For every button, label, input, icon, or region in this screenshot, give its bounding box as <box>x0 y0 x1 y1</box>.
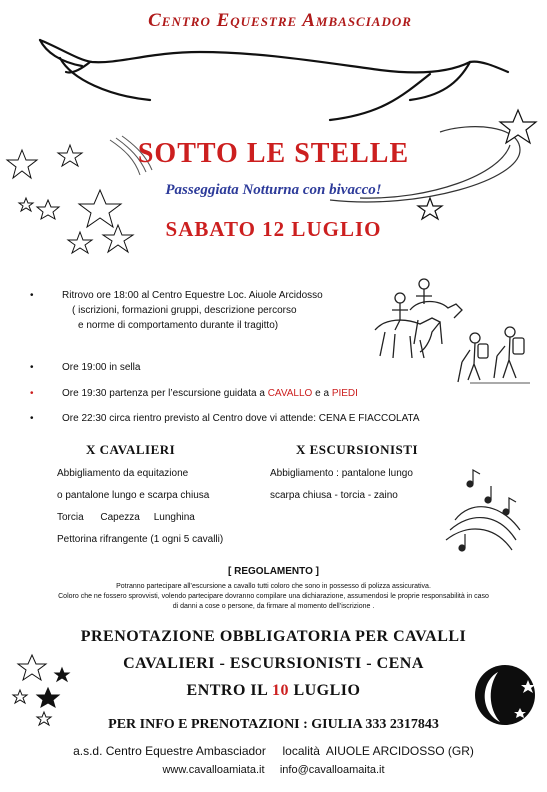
bullet-icon: • <box>30 413 34 424</box>
escursionisti-line: Abbigliamento : pantalone lungo <box>270 468 413 479</box>
booking-deadline-suffix: LUGLIO <box>288 682 361 699</box>
booking-deadline-prefix: ENTRO IL <box>186 682 272 699</box>
escursionisti-heading: X ESCURSIONISTI <box>296 442 419 457</box>
event-title: SOTTO LE STELLE <box>137 138 410 169</box>
email-link[interactable]: info@cavalloamaita.it <box>279 764 385 776</box>
schedule-line: ( iscrizioni, formazioni gruppi, descrizione percorso <box>72 305 297 316</box>
schedule-line: Ore 19:30 partenza per l’escursione guidata a <box>62 388 268 399</box>
booking-deadline <box>60 682 487 700</box>
highlight-piedi: PIEDI <box>331 388 358 399</box>
schedule-line: Ore 22:30 circa rientro previsto al Centro dove vi attende: CENA E FIACCOLATA <box>62 413 420 424</box>
bullet-icon: • <box>30 290 34 301</box>
cavalieri-heading: X CAVALIERI <box>86 442 176 457</box>
website-link[interactable]: www.cavalloamiata.it <box>162 764 265 776</box>
schedule-line: e norme di comportamento durante il tragitto) <box>78 320 279 331</box>
regolamento-line: di danni a cose o persone, da firmare al momento dell’iscrizione . <box>172 603 375 610</box>
cavalieri-line: Abbigliamento da equitazione <box>57 468 189 479</box>
bullet-icon: • <box>30 362 34 373</box>
cavalieri-line: Torcia Capezza Lunghina <box>57 512 195 523</box>
regolamento-line: Coloro che ne fossero sprovvisti, volendo partecipare dovranno compilare una dichiarazione, assumendosi le proprie responsabilità in caso <box>58 593 489 600</box>
escursionisti-line: scarpa chiusa - torcia - zaino <box>270 490 398 501</box>
riders-illustration-icon <box>375 279 462 358</box>
schedule-line: Ritrovo ore 18:00 al Centro Equestre Loc. Aiuole Arcidosso <box>62 290 323 301</box>
regolamento-line: Potranno partecipare all’escursione a cavallo tutti coloro che sono in possesso di polizza assicurativa. <box>116 583 431 590</box>
regolamento-title: [ REGOLAMENTO ] <box>228 566 319 577</box>
booking-line: CAVALIERI - ESCURSIONISTI - CENA <box>123 655 424 672</box>
footer-contacts <box>0 764 547 776</box>
schedule-line: Ore 19:00 in sella <box>62 362 141 373</box>
cavalieri-line: o pantalone lungo e scarpa chiusa <box>57 490 210 501</box>
hikers-illustration-icon <box>458 327 530 383</box>
footer-address: a.s.d. Centro Equestre Ambasciador località AIUOLE ARCIDOSSO (GR) <box>73 744 474 758</box>
event-subtitle: Passeggiata Notturna con bivacco! <box>165 182 382 198</box>
booking-info: PER INFO E PRENOTAZIONI : GIULIA 333 2317843 <box>108 717 439 732</box>
horse-logo-icon <box>40 40 508 120</box>
organization-header: Centro Equestre Ambasciador <box>148 10 412 31</box>
booking-deadline-day: 10 <box>271 682 289 699</box>
schedule-line: e a <box>312 388 332 399</box>
regolamento-text <box>6 582 541 612</box>
music-notes-icon <box>446 470 520 551</box>
booking-line: PRENOTAZIONE OBBLIGATORIA PER CAVALLI <box>80 628 467 645</box>
highlight-cavallo: CAVALLO <box>267 388 313 399</box>
event-date: SABATO 12 LUGLIO <box>165 217 382 241</box>
bullet-icon: • <box>30 388 34 399</box>
cavalieri-line: Pettorina rifrangente (1 ogni 5 cavalli) <box>57 534 224 545</box>
